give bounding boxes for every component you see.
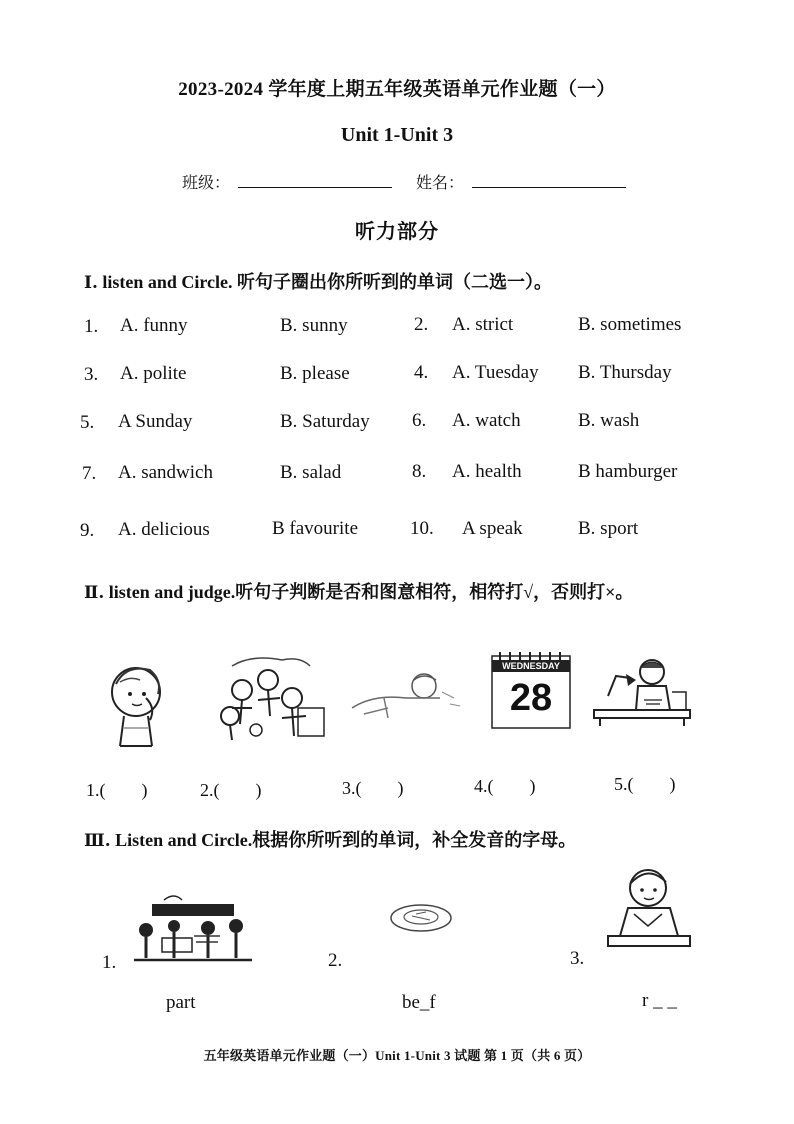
name-label: 姓名： xyxy=(416,175,465,192)
option-b[interactable]: B. please xyxy=(280,363,350,384)
section-3-title: Listen and Circle.根据你所听到的单词，补全发音的字母。 xyxy=(115,830,577,850)
section-1-numeral: Ⅰ. xyxy=(84,273,98,293)
item-number-2: 2. xyxy=(328,950,343,971)
section-3-heading xyxy=(84,826,576,852)
calendar-date: 28 xyxy=(509,677,553,719)
question-number: 7. xyxy=(82,463,97,484)
calendar-picture xyxy=(490,650,572,730)
section-1-title: listen and Circle. 听句子圈出你所听到的单词（二选一）。 xyxy=(102,272,553,292)
option-a[interactable]: A. delicious xyxy=(118,519,210,540)
option-b[interactable]: B. salad xyxy=(280,462,342,483)
option-b[interactable]: B. sport xyxy=(578,518,639,539)
question-number: 3. xyxy=(84,364,99,385)
section-1-heading xyxy=(84,268,552,294)
option-b[interactable]: B hamburger xyxy=(578,461,678,482)
section-2-heading xyxy=(84,578,633,604)
option-b[interactable]: B. Saturday xyxy=(280,411,370,432)
kids-playing-picture xyxy=(212,652,330,744)
student-info xyxy=(182,170,646,193)
page-subtitle: Unit 1-Unit 3 xyxy=(340,124,454,146)
beef-dish-picture xyxy=(386,896,456,936)
party-picture xyxy=(134,892,252,972)
girl-thinking-picture xyxy=(106,658,168,750)
item-number-1: 1. xyxy=(102,952,117,973)
option-a[interactable]: A. watch xyxy=(452,410,521,431)
option-a[interactable]: A. funny xyxy=(120,315,188,336)
page-title: 2023-2024 学年度上期五年级英语单元作业题（一） xyxy=(178,79,616,100)
option-a[interactable]: A. health xyxy=(452,461,522,482)
question-number: 10. xyxy=(410,518,434,539)
option-a[interactable]: A. sandwich xyxy=(118,462,213,483)
option-a[interactable]: A. strict xyxy=(452,314,514,335)
boy-studying-picture xyxy=(590,656,694,726)
question-number: 9. xyxy=(80,520,95,541)
answer-bracket-3[interactable]: 3.( ) xyxy=(342,778,404,798)
class-field[interactable] xyxy=(238,173,392,188)
option-a[interactable]: A. polite xyxy=(120,363,187,384)
name-field[interactable] xyxy=(472,173,626,188)
item-number-3: 3. xyxy=(570,948,585,969)
option-b[interactable]: B favourite xyxy=(272,518,359,539)
part-title: 听力部分 xyxy=(355,221,439,243)
answer-bracket-2[interactable]: 2.( ) xyxy=(200,780,262,800)
section-2-numeral: Ⅱ. xyxy=(84,583,105,603)
section-3-numeral: Ⅲ. xyxy=(84,831,111,851)
option-a[interactable]: A speak xyxy=(462,518,523,539)
calendar-day: WEDNESDAY xyxy=(502,661,560,671)
word-part: part xyxy=(166,992,196,1013)
option-a[interactable]: A Sunday xyxy=(118,411,193,432)
question-number: 4. xyxy=(414,362,429,383)
word-fill-blank[interactable]: r _ _ xyxy=(642,990,677,1011)
option-b[interactable]: B. wash xyxy=(578,410,640,431)
option-a[interactable]: A. Tuesday xyxy=(452,362,539,383)
boy-reading-picture xyxy=(600,864,698,954)
page-footer: 五年级英语单元作业题（一）Unit 1-Unit 3 试题 第 1 页（共 6 页） xyxy=(203,1048,591,1063)
question-number: 8. xyxy=(412,461,427,482)
question-number: 2. xyxy=(414,314,429,335)
section-2-title: listen and judge.听句子判断是否和图意相符，相符打√，否则打×。 xyxy=(108,582,634,602)
option-b[interactable]: B. sometimes xyxy=(578,314,682,335)
class-label: 班级： xyxy=(182,175,231,192)
question-number: 6. xyxy=(412,410,427,431)
option-b[interactable]: B. sunny xyxy=(280,315,348,336)
question-number: 5. xyxy=(80,412,95,433)
answer-bracket-4[interactable]: 4.( ) xyxy=(474,776,536,796)
word-beef[interactable]: be_f xyxy=(402,992,436,1013)
answer-bracket-1[interactable]: 1.( ) xyxy=(86,780,148,800)
answer-bracket-5[interactable]: 5.( ) xyxy=(614,774,676,794)
boy-lying-picture xyxy=(344,668,464,734)
question-number: 1. xyxy=(84,316,99,337)
option-b[interactable]: B. Thursday xyxy=(578,362,672,383)
